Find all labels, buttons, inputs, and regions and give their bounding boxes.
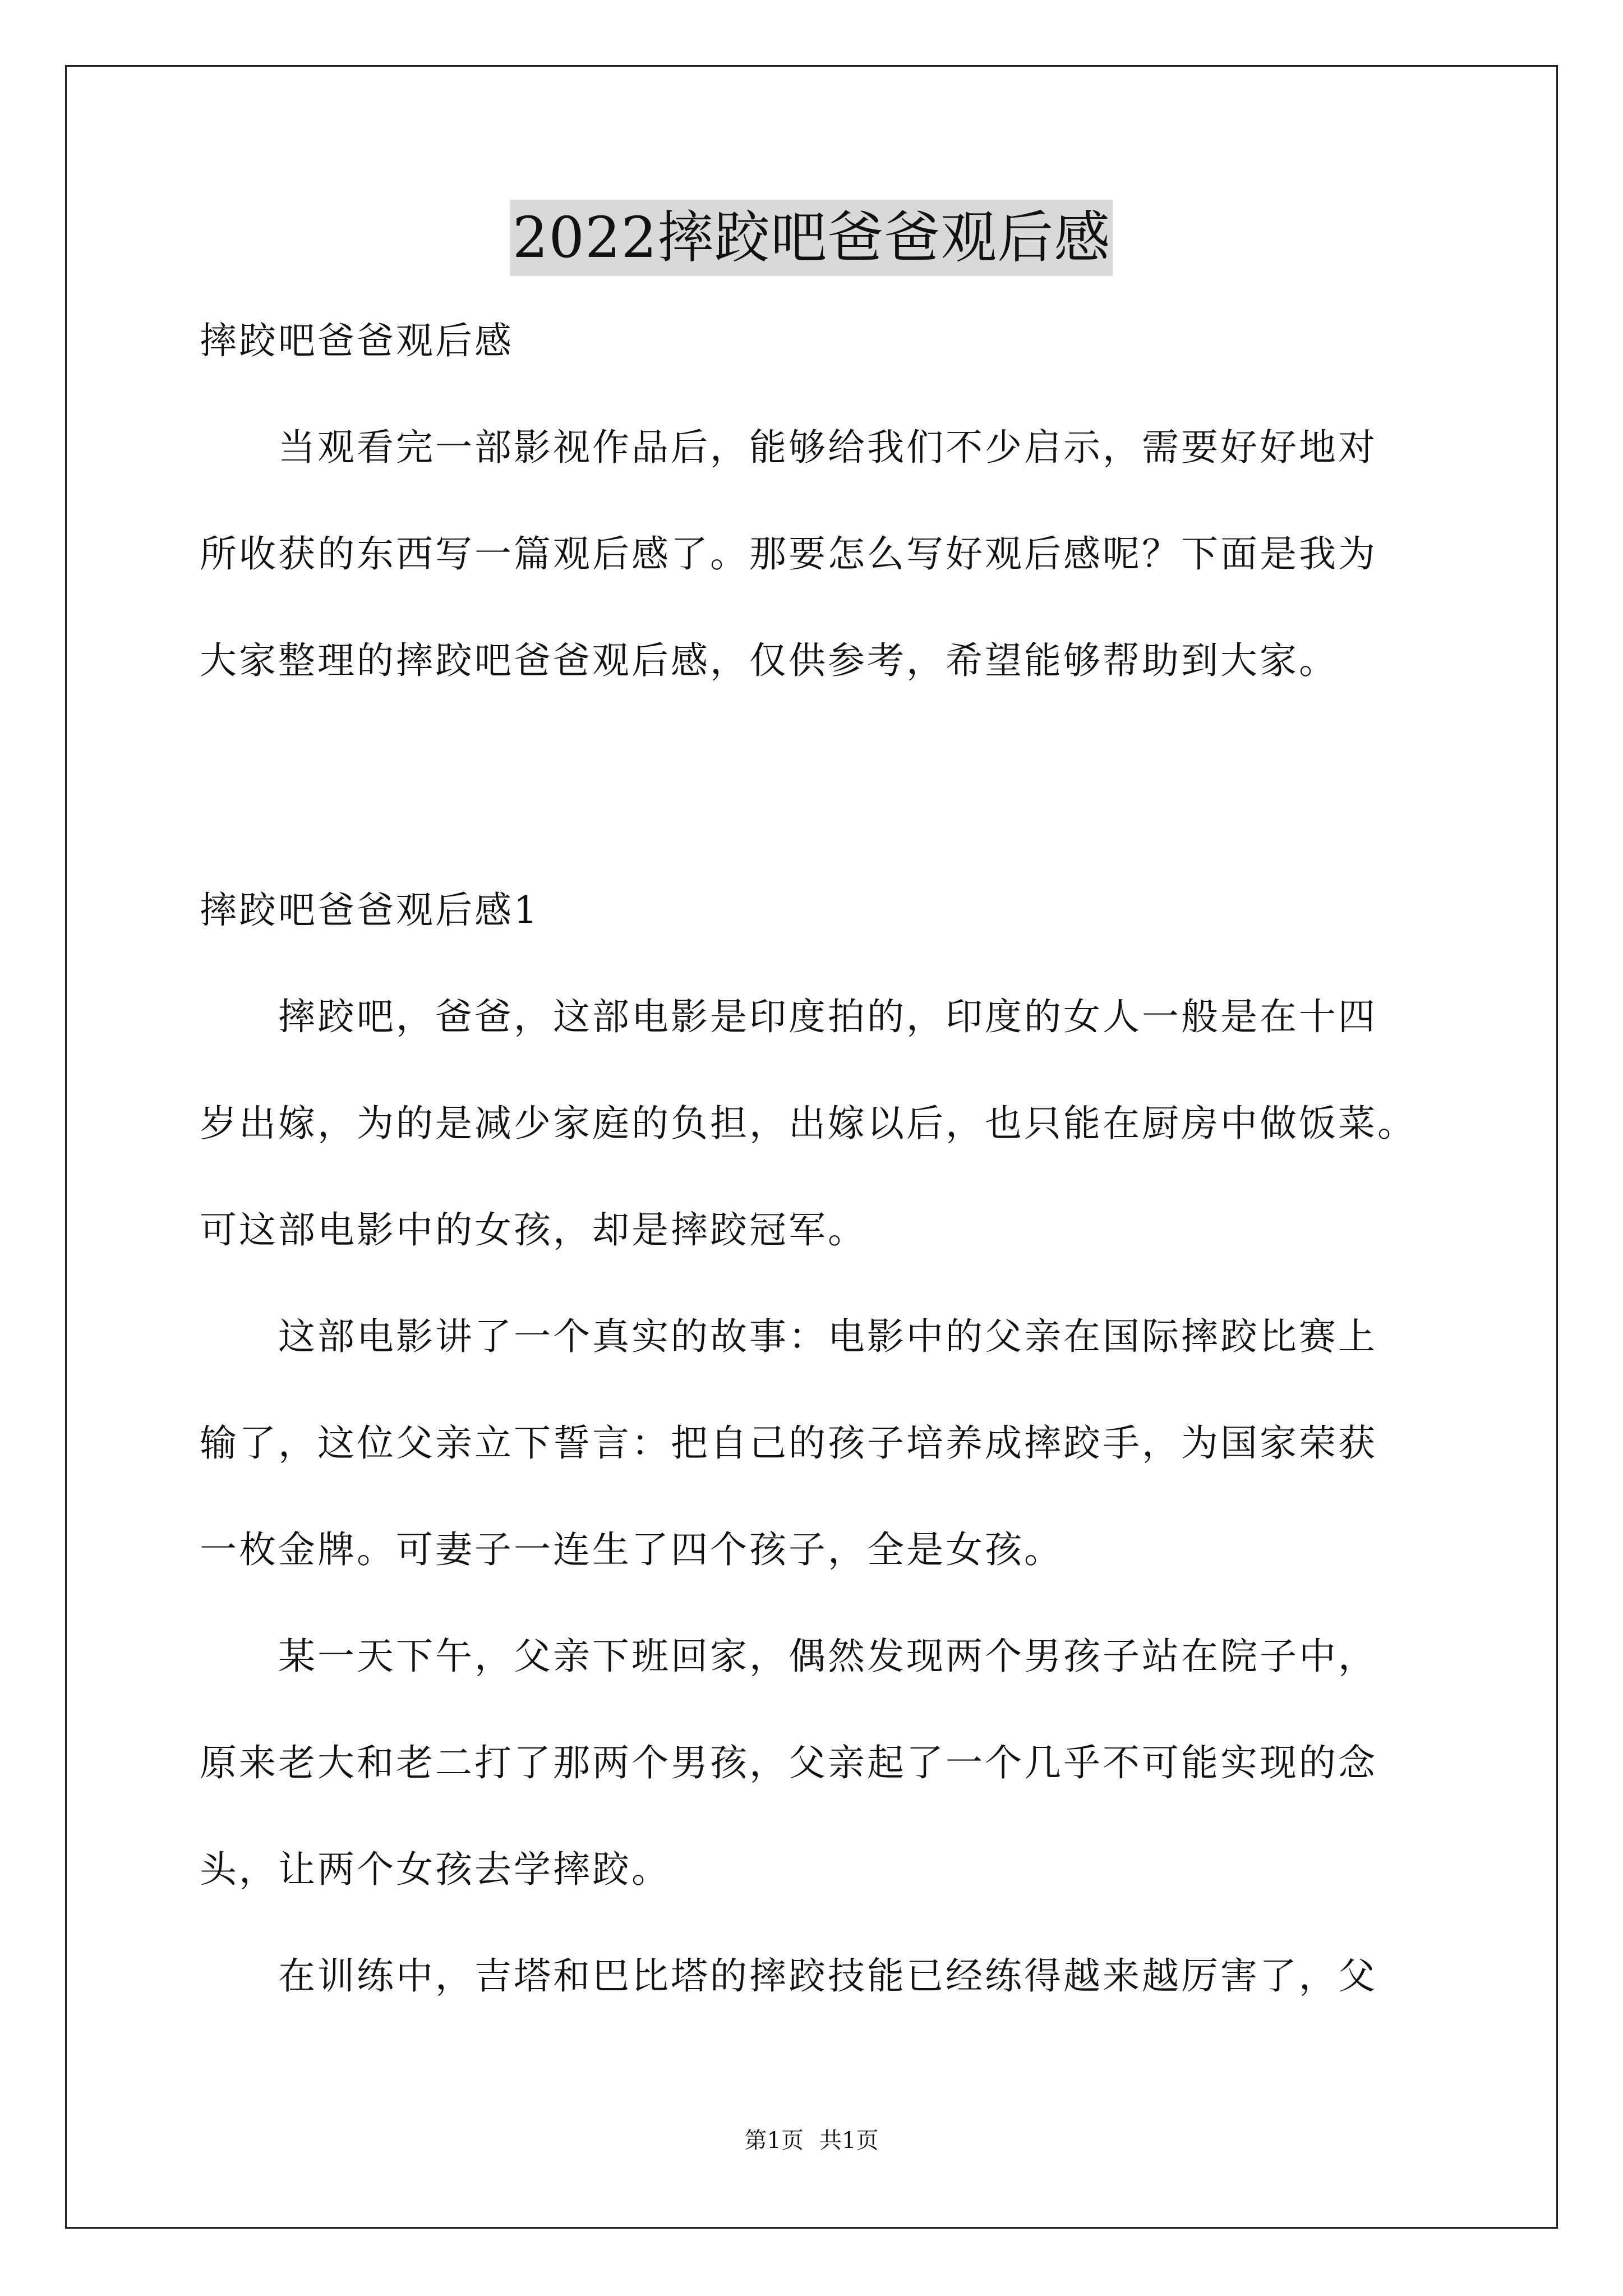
paragraph-line: 输了，这位父亲立下誓言：把自己的孩子培养成摔跤手，为国家荣获 (200, 1421, 1377, 1465)
subtitle-heading: 摔跤吧爸爸观后感 (200, 319, 514, 362)
paragraph-line: 这部电影讲了一个真实的故事：电影中的父亲在国际摔跤比赛上 (200, 1315, 1377, 1358)
paragraph-line: 可这部电影中的女孩，却是摔跤冠军。 (200, 1208, 867, 1251)
paragraph-line: 某一天下午，父亲下班回家，偶然发现两个男孩子站在院子中， (200, 1635, 1377, 1678)
paragraph-line: 岁出嫁，为的是减少家庭的负担，出嫁以后，也只能在厨房中做饭菜。 (200, 1102, 1417, 1145)
paragraph-line: 一枚金牌。可妻子一连生了四个孩子，全是女孩。 (200, 1528, 1063, 1571)
page-footer (0, 2125, 1623, 2156)
page-total: 共1页 (819, 2128, 879, 2154)
paragraph-line: 原来老大和老二打了那两个男孩，父亲起了一个几乎不可能实现的念 (200, 1741, 1377, 1784)
title-container (0, 200, 1623, 276)
paragraph-line: 在训练中，吉塔和巴比塔的摔跤技能已经练得越来越厉害了，父 (200, 1954, 1377, 1998)
paragraph-line: 头，让两个女孩去学摔跤。 (200, 1848, 671, 1891)
paragraph-line: 大家整理的摔跤吧爸爸观后感，仅供参考，希望能够帮助到大家。 (200, 639, 1338, 682)
paragraph-line: 所收获的东西写一篇观后感了。那要怎么写好观后感呢？下面是我为 (200, 532, 1377, 576)
paragraph-line: 摔跤吧，爸爸，这部电影是印度拍的，印度的女人一般是在十四 (200, 995, 1377, 1038)
document-title: 2022摔跤吧爸爸观后感 (510, 200, 1113, 276)
paragraph-line: 当观看完一部影视作品后，能够给我们不少启示，需要好好地对 (200, 426, 1377, 469)
page-number: 第1页 (744, 2128, 804, 2154)
section-heading: 摔跤吧爸爸观后感1 (200, 889, 540, 932)
